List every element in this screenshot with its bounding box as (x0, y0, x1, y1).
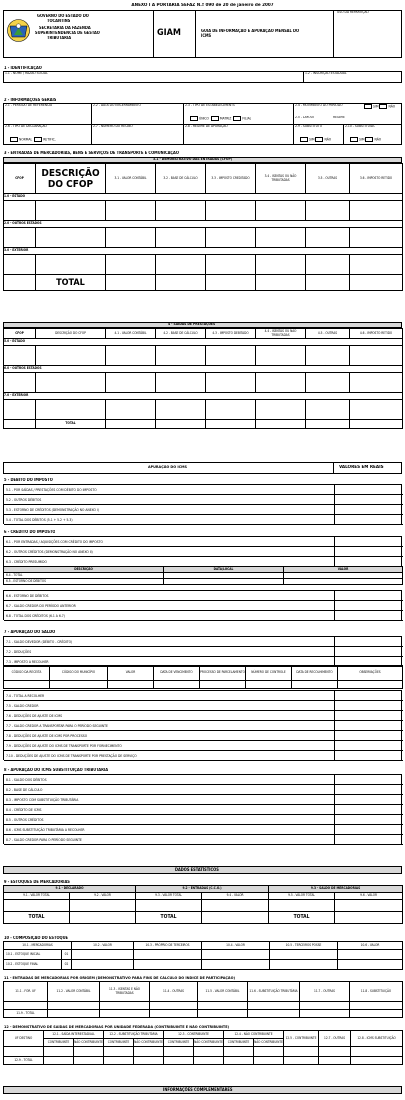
credit-rows-2 (3, 590, 402, 620)
regime-apuracao-label: 2.8 - REGIME DE APURAÇÃO (185, 125, 228, 128)
credit2-row-label: 6.7 - SALDO CREDOR DO PERÍODO ANTERIOR (6, 603, 76, 608)
apuracao-rows-2 (3, 690, 402, 760)
values-header: VALORES EM REAIS (339, 465, 384, 470)
statistics-bar: DADOS ESTATÍSTICOS (175, 867, 219, 872)
apuracao2-row (4, 741, 403, 751)
apuracao-row-label: 7.2 - DEDUÇÕES (6, 649, 32, 654)
st-row-label: 8.1 - SALDO DOS DÉBITOS (6, 777, 47, 782)
apuracao2-row-value (334, 741, 404, 751)
substituted-label: 2.10 - SUBSTITUÍDO (345, 125, 376, 128)
deductions-table: CÓDIGO DA RECEITA CÓDIGO DO MUNICÍPIO VALOR DATA DE VENCIMENTO PROCESSO DE PARCELAMENTO NÚMERO DE CONTROLE DATA DE RECOLHIMENTO OBSERVAÇÕES (3, 665, 403, 689)
apuracao2-row (4, 691, 403, 701)
st-row (4, 825, 403, 835)
debit-row-label: 5.4 - TOTAL DOS DÉBITOS (5.1 + 5.2 + 5.3) (6, 517, 73, 522)
stock-table: 9.1 - DECLARADO 9.2 - ENTRADAS (C.C.O.) 9.3 - SALDO DE MERCADORIAS 9.1 - VALOR TOTAL 9.2 - VALOR 9.3 - VALOR TOTAL 9.4 - VALOR 9.5 - VALOR TOTAL 9.6 - VALOR TOTAL TOTAL TOTAL (3, 885, 403, 924)
debit-row-value (334, 485, 404, 495)
credit-row-value (334, 547, 404, 557)
apuracao-row (4, 647, 403, 657)
section-1-title: 1 - IDENTIFICAÇÃO (4, 66, 42, 70)
st-row-value (334, 775, 404, 785)
st-row-label: 8.4 - CRÉDITO DE ICMS (6, 807, 42, 812)
st-row (4, 795, 403, 805)
debit-row-label: 5.2 - OUTROS DÉBITOS (6, 497, 42, 502)
credit2-row-value (334, 601, 404, 611)
credit-row-label: 6.2 - OUTROS CRÉDITOS (DEMONSTRAÇÃO NO ANEXO II) (6, 549, 93, 554)
office-use-label: USO DA REPARTIÇÃO (337, 11, 369, 14)
establishment-type-label: 2.3 - TIPO DE ESTABELECIMENTO (185, 104, 236, 107)
apuracao2-row-value (334, 691, 404, 701)
complementary-info-bar: INFORMAÇÕES COMPLEMENTARES (163, 1087, 233, 1092)
entries-table: CFOP DESCRIÇÃO DO CFOP 3.1 - VALOR CONTÁBIL 3.2 - BASE DE CÁLCULO 3.3 - IMPOSTO CREDITADO 3.4 - ISENTAS OU NÃO TRIBUTADAS 3.5 - OUTRAS 3.6 - IMPOSTO RETIDO 1.0 - ESTADO 2.0 - OUTROS ESTADOS 3.0 - EXTERIOR TOTAL (3, 163, 403, 291)
st-row-label: 8.3 - IMPOSTO COM SUBSTITUIÇÃO TRIBUTÁRIA (6, 797, 79, 802)
declaration-type-label: 2.6 - TIPO DE DECLARAÇÃO (5, 125, 47, 128)
apuracao2-row-label: 7.8 - DEDUÇÕES DE AJUSTE DE ICMS POR PROCESSO (6, 733, 88, 738)
section-9-title: 9 - ESTOQUES DE MERCADORIAS (4, 880, 70, 884)
apuracao2-row (4, 721, 403, 731)
movement-label: 2.4 - MOVIMENTO DO PERÍODO (295, 104, 343, 107)
st-row-value (334, 805, 404, 815)
apuracao2-row-label: 7.7 - SALDO CREDOR A TRANSPORTAR PARA O PERÍODO SEGUINTE (6, 723, 108, 728)
debit-row (4, 495, 403, 505)
apuracao2-row (4, 701, 403, 711)
section-12-title: 12 - DEMONSTRATIVO DE SAÍDAS DE MERCADORIAS POR UNIDADE FEDERADA (CONTRIBUINTE E NÃO CONTRIBUINTE) (4, 1025, 230, 1029)
substituted-options: SIM NÃO (349, 137, 381, 142)
credit2-row-label: 6.8 - TOTAL DOS CRÉDITOS (6.1 A 6.7) (6, 613, 65, 618)
apuracao-row-value (334, 637, 404, 647)
st-row-value (334, 785, 404, 795)
debit-row (4, 505, 403, 515)
st-row-value (334, 835, 404, 845)
credit-row-value (334, 537, 404, 547)
receipt-number-label: 2.7 - NÚMERO DO RECIBO (93, 125, 133, 128)
debit-row-value (334, 495, 404, 505)
st-rows (3, 774, 402, 844)
st-row (4, 815, 403, 825)
credit2-row (4, 601, 403, 611)
apuracao-rows (3, 636, 402, 666)
apuracao2-row-value (334, 701, 404, 711)
st-row-label: 8.5 - OUTROS CRÉDITOS (6, 817, 44, 822)
apuracao2-row-label: 7.9 - DEDUÇÕES DE AJUSTE DO ICMS DE TRANSPORTE POR FORNECIMENTO (6, 743, 122, 748)
st-row-label: 8.2 - BASE DE CÁLCULO (6, 787, 43, 792)
stock-composition-table: 10.1 - MERCADORIAS 10.2 - VALOR 10.3 - PRÓPRIO DE TERCEIROS 10.4 - VALOR 10.5 - TERCEIROS POSSE 10.6 - VALOR 10.1 - ESTOQUE INICIAL 01 10.2 - ESTOQUE FINAL 02 (3, 941, 403, 970)
debit-row-value (334, 515, 404, 525)
credit-rows (3, 536, 402, 566)
st-row-value (334, 815, 404, 825)
apuracao-header: APURAÇÃO DO ICMS (148, 465, 188, 469)
st-title: 8 - APURAÇÃO DO ICMS SUBSTITUIÇÃO TRIBUTÁRIA (4, 768, 108, 772)
credit2-row-value (334, 611, 404, 621)
layout-label: 2.5 - LAYOUT (295, 116, 315, 119)
regime-label: REGIME (333, 116, 345, 119)
st-row (4, 835, 403, 845)
debit-title: 5 - DÉBITO DO IMPOSTO (4, 478, 53, 482)
movement-options: SIM NÃO (363, 104, 395, 109)
st-row (4, 785, 403, 795)
origin-table: 11.1 - FOR. UF 11.2 - VALOR CONTÁBIL 11.3 - ISENTAS E NÃO TRIBUTADAS 11.4 - OUTRAS 11.5 - VALOR CONTÁBIL 11.6 - SUBSTITUIÇÃO TRIBUTÁRIA 11.7 - OUTRAS 11.8 - SUBSTITUIÇÃO 11.9 - TOTAL (3, 981, 403, 1018)
credit-presumed-table: DESCRIÇÃO DATA/LOCAL VALOR 6.4 - TOTAL 6.5 - ESTORNO DE DÉBITOS (3, 566, 403, 585)
credit-row-label: 6.3 - CRÉDITO PRESUMIDO (6, 559, 47, 564)
substitute-options: SIM NÃO (299, 137, 331, 142)
credit2-row-label: 6.6 - ESTORNO DE DÉBITOS (6, 593, 49, 598)
section-4-title: 4 - SAÍDAS DE PRESTAÇÕES (168, 323, 216, 326)
apuracao2-row-value (334, 711, 404, 721)
credit2-row (4, 611, 403, 621)
gov-line-1: GOVERNO DO ESTADO DO (37, 14, 89, 18)
apuracao2-row-label: 7.10 - DEDUÇÕES DE AJUSTE DO ICMS DE TRANSPORTE POR PRESTAÇÃO DE SERVIÇO (6, 753, 137, 758)
st-row (4, 775, 403, 785)
st-row-value (334, 795, 404, 805)
period-label: 2.1 - PERÍODO DE REFERÊNCIA (5, 104, 53, 107)
declaration-options: NORMAL RETIFIC. (9, 137, 56, 142)
closing-date-label: 2.2 - DATA DO ENCERRAMENTO (93, 104, 141, 107)
credit-title: 6 - CRÉDITO DO IMPOSTO (4, 530, 56, 534)
apuracao2-row (4, 751, 403, 761)
section-3-title: 3 - ENTRADAS DE MERCADORIAS, BENS E SERVIÇOS DE TRANSPORTE E COMUNICAÇÃO (4, 151, 179, 155)
debit-row-label: 5.1 - POR SAÍDAS / PRESTAÇÕES COM DÉBITO DO IMPOSTO (6, 487, 97, 492)
debit-row-value (334, 505, 404, 515)
debit-row-label: 5.3 - ESTORNO DE CRÉDITOS (DEMONSTRAÇÃO NO ANEXO I) (6, 507, 100, 512)
form-code: GIAM (157, 28, 181, 38)
section-11-title: 11 - ENTRADAS DE MERCADORIAS POR ORIGEM (DEMONSTRATIVO PARA FINS DE CÁLCULO DO ÍNDICE DE PARTICIPAÇÃO) (4, 976, 236, 980)
apuracao-row-label: 7.1 - SALDO DEVEDOR (DÉBITO - CRÉDITO) (6, 639, 73, 644)
credit-row (4, 547, 403, 557)
credit-row (4, 537, 403, 547)
type-options: ÚNICO MATRIZ FILIAL (189, 116, 251, 121)
debit-rows (3, 484, 402, 524)
apuracao2-row-label: 7.4 - TOTAL A RECOLHER (6, 693, 45, 698)
gov-line-2: TOCANTINS (47, 19, 71, 23)
coat-of-arms-icon (6, 18, 31, 43)
document-title: ANEXO I À PORTARIA SEFAZ N.º 090 de 20 de janeiro de 2007 (131, 3, 274, 8)
credit2-row-value (334, 591, 404, 601)
apuracao2-row-label: 7.5 - SALDO CREDOR (6, 703, 39, 708)
st-row-value (334, 825, 404, 835)
gov-line-3: SECRETARIA DA FAZENDA (39, 26, 91, 30)
state-registration-label: 1.2 - INSCRIÇÃO ESTADUAL (305, 72, 347, 75)
apuracao2-row (4, 711, 403, 721)
apuracao2-row (4, 731, 403, 741)
apuracao2-row-label: 7.6 - DEDUÇÕES DE AJUSTE DE ICMS (6, 713, 63, 718)
form-page (3, 0, 402, 1100)
st-row-label: 8.7 - SALDO CREDOR PARA O PERÍODO SEGUINTE (6, 837, 82, 842)
uf-exits-table: UF DESTINO 12.1 - SAÍDA INTERESTADUAL 12.2 - SUBSTITUIÇÃO TRIBUTÁRIA 12.3 - CONTRIBUINTE 12.4 - NÃO CONTRIBUINTE 12.5 - CONTRIBUINTE 12.7 - OUTRAS 12.8 - ICMS SUBSTITUIÇÃO CONTRIBUINTE NÃO CONTRIBUINTE CONTRIBUINTE NÃO CONTRIBUINTE CONTRIBUINTE NÃO CONTRIBUINTE CONTRIBUINTE NÃO CONTRIBUINTE 12.9 - TOTAL (3, 1030, 403, 1065)
apuracao-row-label: 7.3 - IMPOSTO A RECOLHER (6, 659, 49, 664)
st-row (4, 805, 403, 815)
apuracao2-row-value (334, 751, 404, 761)
apuracao-row-value (334, 647, 404, 657)
gov-line-4: SUPERINTENDÊNCIA DE GESTÃO (35, 31, 100, 35)
credit-row-label: 6.1 - POR ENTRADAS / AQUISIÇÕES COM CRÉDITO DO IMPOSTO (6, 539, 103, 544)
substitute-label: 2.9 - SUBSTITUTO (295, 125, 323, 128)
name-field-label: 1.1 - NOME / RAZÃO SOCIAL (5, 72, 48, 75)
apuracao2-row-value (334, 721, 404, 731)
section-2-title: 2 - INFORMAÇÕES GERAIS (4, 98, 57, 102)
exits-table: CFOP DESCRIÇÃO DO CFOP 4.1 - VALOR CONTÁBIL 4.2 - BASE DE CÁLCULO 4.3 - IMPOSTO DEBITADO 4.4 - ISENTAS OU NÃO TRIBUTADAS 4.5 - OUTRAS 4.6 - IMPOSTO RETIDO 5.0 - ESTADO 6.0 - OUTROS ESTADOS 7.0 - EXTERIOR TOTAL (3, 328, 403, 429)
apuracao2-row-value (334, 731, 404, 741)
form-name: GUIA DE INFORMAÇÃO E APURAÇÃO MENSAL DO ICMS (201, 29, 300, 38)
section-10-title: 10 - COMPOSIÇÃO DO ESTOQUE (4, 936, 68, 940)
apuracao-row (4, 637, 403, 647)
debit-row (4, 485, 403, 495)
credit2-row (4, 591, 403, 601)
section-3-subtitle: 3.1 - DEMONSTRATIVO DAS ENTRADAS (CFOP) (153, 158, 233, 161)
apuracao-title: 7 - APURAÇÃO DO SALDO (4, 630, 56, 634)
gov-line-5: TRIBUTÁRIA (47, 36, 72, 40)
st-row-label: 8.6 - ICMS SUBSTITUIÇÃO TRIBUTÁRIA A RECOLHER (6, 827, 85, 832)
debit-row (4, 515, 403, 525)
